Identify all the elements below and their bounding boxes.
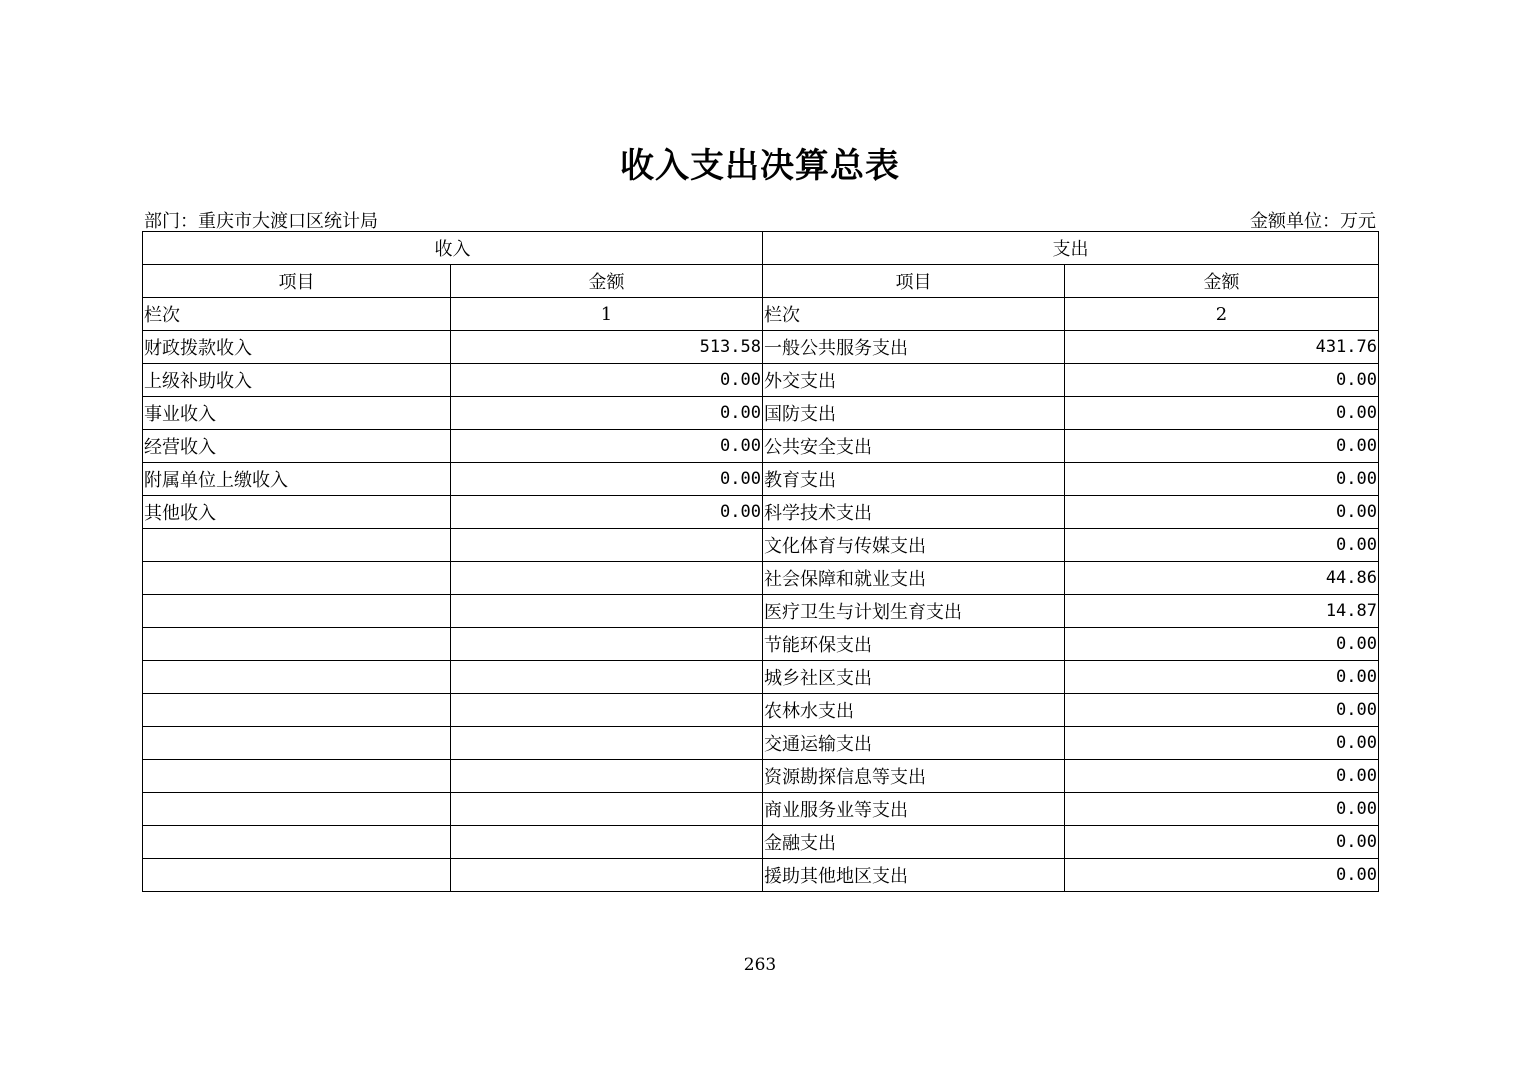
table-row: [143, 760, 1379, 793]
table-row: [143, 661, 1379, 694]
income-item-cell: [143, 760, 451, 793]
income-item-cell: [143, 529, 451, 562]
expense-item-cell: 商业服务业等支出: [763, 793, 1065, 826]
income-amount-cell: 0.00: [451, 430, 763, 463]
table-row: [143, 793, 1379, 826]
expense-amount-cell: 0.00: [1065, 628, 1379, 661]
table-row: [143, 694, 1379, 727]
col-num-right: 2: [1065, 298, 1379, 331]
income-amount-cell: [451, 694, 763, 727]
table-row: [143, 529, 1379, 562]
income-amount-cell: [451, 529, 763, 562]
income-amount-cell: [451, 859, 763, 892]
income-item-cell: 事业收入: [143, 397, 451, 430]
income-amount-cell: 0.00: [451, 364, 763, 397]
table-row: [143, 463, 1379, 496]
income-amount-cell: [451, 562, 763, 595]
income-amount-cell: 0.00: [451, 397, 763, 430]
expense-item-cell: 国防支出: [763, 397, 1065, 430]
column-header-row: [143, 265, 1379, 298]
expense-item-cell: 资源勘探信息等支出: [763, 760, 1065, 793]
table-row: [143, 496, 1379, 529]
expense-item-cell: 科学技术支出: [763, 496, 1065, 529]
income-header: 收入: [143, 232, 763, 265]
expense-item-cell: 金融支出: [763, 826, 1065, 859]
income-item-cell: [143, 694, 451, 727]
income-item-cell: 财政拨款收入: [143, 331, 451, 364]
expense-amount-cell: 0.00: [1065, 826, 1379, 859]
income-amount-cell: 513.58: [451, 331, 763, 364]
expense-amount-cell: 0.00: [1065, 859, 1379, 892]
income-item-cell: [143, 727, 451, 760]
income-item-cell: 经营收入: [143, 430, 451, 463]
table-row: [143, 727, 1379, 760]
income-amount-cell: [451, 595, 763, 628]
income-item-cell: 其他收入: [143, 496, 451, 529]
expense-item-cell: 农林水支出: [763, 694, 1065, 727]
col-label-left: 栏次: [143, 298, 451, 331]
budget-table: [142, 231, 1379, 892]
expense-amount-header: 金额: [1065, 265, 1379, 298]
income-amount-cell: 0.00: [451, 463, 763, 496]
page-title: 收入支出决算总表: [620, 146, 900, 186]
income-amount-cell: [451, 793, 763, 826]
table-row: [143, 859, 1379, 892]
income-item-cell: 上级补助收入: [143, 364, 451, 397]
expense-amount-cell: 0.00: [1065, 727, 1379, 760]
expense-item-cell: 一般公共服务支出: [763, 331, 1065, 364]
expense-amount-cell: 14.87: [1065, 595, 1379, 628]
unit-label: 金额单位：万元: [1250, 211, 1376, 232]
table-row: [143, 826, 1379, 859]
table-row: [143, 331, 1379, 364]
expense-amount-cell: 0.00: [1065, 430, 1379, 463]
expense-amount-cell: 0.00: [1065, 793, 1379, 826]
income-amount-header: 金额: [451, 265, 763, 298]
table-row: [143, 364, 1379, 397]
income-item-cell: [143, 562, 451, 595]
expense-amount-cell: 0.00: [1065, 397, 1379, 430]
col-label-right: 栏次: [763, 298, 1065, 331]
expense-item-cell: 节能环保支出: [763, 628, 1065, 661]
expense-item-cell: 外交支出: [763, 364, 1065, 397]
column-number-row: [143, 298, 1379, 331]
expense-amount-cell: 0.00: [1065, 760, 1379, 793]
table-row: [143, 430, 1379, 463]
expense-item-cell: 医疗卫生与计划生育支出: [763, 595, 1065, 628]
income-item-cell: [143, 859, 451, 892]
table-row: [143, 562, 1379, 595]
table-row: [143, 628, 1379, 661]
income-amount-cell: [451, 661, 763, 694]
expense-item-cell: 交通运输支出: [763, 727, 1065, 760]
income-item-cell: [143, 661, 451, 694]
expense-amount-cell: 0.00: [1065, 496, 1379, 529]
income-item-cell: [143, 826, 451, 859]
income-item-cell: [143, 628, 451, 661]
expense-amount-cell: 0.00: [1065, 529, 1379, 562]
expense-item-cell: 援助其他地区支出: [763, 859, 1065, 892]
department-label: 部门：重庆市大渡口区统计局: [144, 211, 378, 232]
income-amount-cell: [451, 628, 763, 661]
table-row: [143, 397, 1379, 430]
expense-header: 支出: [763, 232, 1379, 265]
col-num-left: 1: [451, 298, 763, 331]
expense-item-cell: 城乡社区支出: [763, 661, 1065, 694]
income-amount-cell: [451, 727, 763, 760]
page-number: 263: [743, 955, 777, 975]
expense-amount-cell: 44.86: [1065, 562, 1379, 595]
expense-item-cell: 公共安全支出: [763, 430, 1065, 463]
expense-item-cell: 教育支出: [763, 463, 1065, 496]
income-amount-cell: 0.00: [451, 496, 763, 529]
section-header-row: [143, 232, 1379, 265]
income-item-cell: [143, 595, 451, 628]
expense-item-cell: 社会保障和就业支出: [763, 562, 1065, 595]
expense-amount-cell: 0.00: [1065, 463, 1379, 496]
expense-amount-cell: 431.76: [1065, 331, 1379, 364]
income-amount-cell: [451, 760, 763, 793]
income-item-cell: [143, 793, 451, 826]
expense-amount-cell: 0.00: [1065, 661, 1379, 694]
income-item-header: 项目: [143, 265, 451, 298]
income-item-cell: 附属单位上缴收入: [143, 463, 451, 496]
expense-amount-cell: 0.00: [1065, 694, 1379, 727]
income-amount-cell: [451, 826, 763, 859]
expense-item-header: 项目: [763, 265, 1065, 298]
expense-amount-cell: 0.00: [1065, 364, 1379, 397]
expense-item-cell: 文化体育与传媒支出: [763, 529, 1065, 562]
table-row: [143, 595, 1379, 628]
